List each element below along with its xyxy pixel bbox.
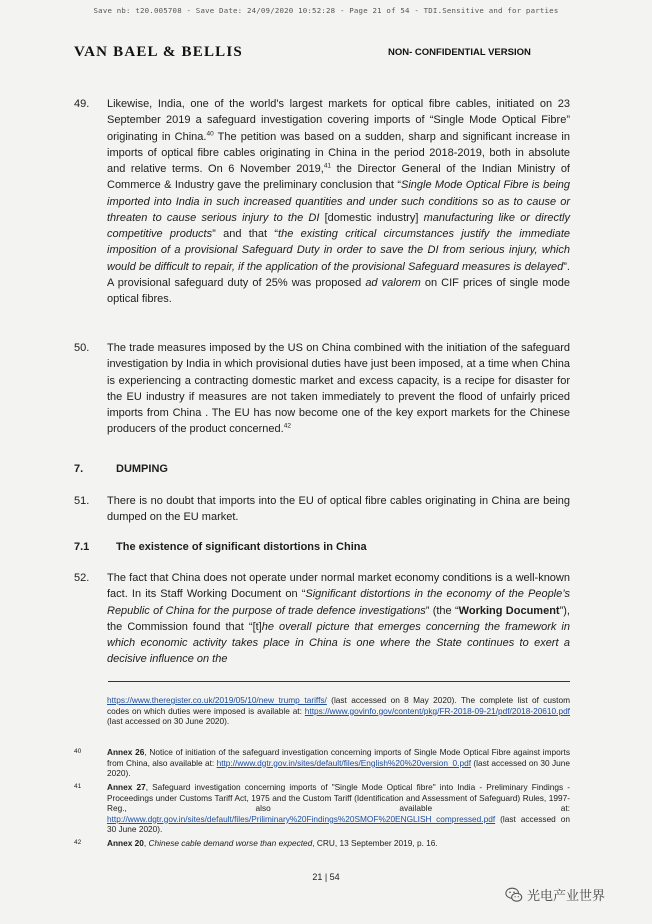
text-run: the Director General of the Indian Ministry of Commerce & Industry gave the preliminary conclusion that “ xyxy=(107,163,570,192)
annex-label: Annex 27 xyxy=(107,782,146,792)
wechat-icon xyxy=(505,886,523,904)
quote-run: manufacturing like or directly competitive products xyxy=(107,211,570,240)
footnote-40 xyxy=(74,747,570,779)
heading-title: DUMPING xyxy=(116,463,168,475)
text-run: Likewise, India, one of the world's largest markets for optical fibre cables, initiated on 23 September 2019 a safeguard investigation covering imports of “Single Mode Optical Fibre” originating in China. xyxy=(107,98,570,143)
save-stamp: Save nb: t20.005708 - Save Date: 24/09/2020 10:52:28 - Page 21 of 54 - TDI.Sensitive and for parties xyxy=(93,6,559,15)
quote-run: ad valorem xyxy=(365,276,421,289)
footnote-ref[interactable]: 41 xyxy=(323,162,332,170)
text-run: (last accessed on 8 May 2020). The complete list of custom codes on which duties were imposed is available at: xyxy=(107,695,570,716)
subsection-heading xyxy=(74,541,367,553)
footnote-42 xyxy=(74,838,570,849)
paragraph-body xyxy=(107,570,570,668)
paragraph-number: 49. xyxy=(74,98,90,110)
paragraph-number: 52. xyxy=(74,572,90,584)
text-run: There is no doubt that imports into the EU of optical fibre cables originating in China are being dumped on the EU market. xyxy=(107,495,570,524)
heading-number: 7. xyxy=(74,463,84,475)
quote-run: the existing critical circumstances justify the immediate imposition of a provisional Safeguard Duty in order to save the DI from serious injury, which would be difficult to repair, if the application of the provisional Safeguard measures is delayed xyxy=(107,228,570,273)
footnote-continuation xyxy=(74,695,570,727)
text-run: The trade measures imposed by the US on China combined with the initiation of the safeguard investigation by India in which provisional duties have just been imposed, at a time when China is experiencing a contracting domestic market and excess capacity, is a recipe for disaster for the EU industry if measures are not taken immediately to prevent the flood of unfairly priced imports from China . The EU has now become one of the key export markets for the Chinese producers of the product concerned. xyxy=(107,342,570,436)
text-run: ”), the Commission found that “[t] xyxy=(107,604,570,633)
heading-title: The existence of significant distortions in China xyxy=(116,541,367,553)
footnote-separator xyxy=(108,681,570,682)
paragraph-number: 50. xyxy=(74,342,90,354)
defined-term: Working Document xyxy=(458,604,560,617)
footnote-ref[interactable]: 40 xyxy=(206,129,214,137)
page-number: 21 | 54 xyxy=(312,872,340,882)
paragraph-49 xyxy=(74,96,570,307)
text-run: , xyxy=(143,838,149,848)
footnote-body xyxy=(107,838,570,849)
quote-run: Significant distortions in the economy of the People’s Republic of China for the purpose of trade defence investigations xyxy=(107,588,570,617)
text-run: (last accessed on 30 June 2020). xyxy=(107,716,230,727)
footnote-number: 42 xyxy=(74,839,82,846)
footnote-body xyxy=(107,782,570,835)
heading-number: 7.1 xyxy=(74,541,90,553)
watermark-text: 光电产业世界 xyxy=(527,888,606,903)
footnote-link[interactable]: http://www.dgtr.gov.in/sites/default/files/English%20%20version_0.pdf xyxy=(216,757,472,768)
footnote-number: 41 xyxy=(74,783,82,790)
footnote-41 xyxy=(74,782,570,835)
quote-run: Single Mode Optical Fibre is being imported into India in such increased quantities and under such conditions so as to cause or threaten to cause serious injury to the DI xyxy=(107,179,571,224)
text-run: , Notice of initiation of the safeguard investigation concerning imports of Single Mode Optical Fibre against imports from China, also available at: xyxy=(107,747,571,768)
footnote-body xyxy=(107,695,570,727)
source-watermark xyxy=(505,885,605,904)
text-run: ” (the “ xyxy=(425,604,459,617)
footnote-link[interactable]: https://www.theregister.co.uk/2019/05/10/new_trump_tariffs/ xyxy=(107,695,327,705)
text-run: on CIF prices of single mode optical fibres. xyxy=(107,276,570,305)
text-run: (last accessed on 30 June 2020). xyxy=(107,813,570,835)
text-run: The petition was based on a sudden, sharp and significant increase in imports of optical fibre cables originating in China in the period 2018-2019, both in absolute and relative terms. On 6 November 2019, xyxy=(107,130,570,175)
paragraph-body xyxy=(107,340,570,438)
annex-label: Annex 26 xyxy=(107,747,145,757)
footnote-ref[interactable]: 42 xyxy=(283,422,291,430)
confidentiality-label: NON- CONFIDENTIAL VERSION xyxy=(388,47,531,58)
text-run: ” and that “ xyxy=(212,228,279,240)
text-run: ”. A provisional safeguard duty of 25% was proposed xyxy=(107,260,570,289)
text-run: The fact that China does not operate under normal market economy conditions is a well-known fact. In its Staff Working Document on “ xyxy=(107,572,570,601)
paragraph-52 xyxy=(74,570,570,668)
firm-logo-text: VAN BAEL & BELLIS xyxy=(74,44,243,60)
article-title: Chinese cable demand worse than expected xyxy=(148,838,313,848)
footnote-body xyxy=(107,747,570,779)
footnote-link[interactable]: https://www.govinfo.gov/content/pkg/FR-2018-09-21/pdf/2018-20610.pdf xyxy=(304,705,570,716)
annex-label: Annex 20 xyxy=(107,838,144,848)
paragraph-number: 51. xyxy=(74,495,90,507)
text-run: [domestic industry] xyxy=(319,211,424,224)
text-run: , CRU, 13 September 2019, p. 16. xyxy=(312,838,438,848)
paragraph-50 xyxy=(74,340,570,438)
quote-run: he overall picture that emerges concerning the framework in which economic activity takes place in China is one where the State continues to exert a decisive influence on the xyxy=(107,620,570,666)
footnote-link[interactable]: http://www.dgtr.gov.in/sites/default/files/Priliminary%20Findings%20SMOF%20ENGLISH_compressed.pdf xyxy=(107,813,496,824)
text-run: , Safeguard investigation concerning imports of "Single Mode Optical fibre" into India - Preliminary Findings - Proceedings under Customs Tariff Act, 1975 and the Custom Tariff (Identification and Assessment of Safeguard) Rules, 1997- Reg., also available at: xyxy=(107,782,571,814)
paragraph-51 xyxy=(74,493,570,526)
paragraph-body xyxy=(107,493,570,526)
footnote-number: 40 xyxy=(74,748,82,755)
text-run: (last accessed on 30 June 2020). xyxy=(107,757,570,779)
paragraph-body xyxy=(107,96,570,307)
section-heading xyxy=(74,463,168,475)
